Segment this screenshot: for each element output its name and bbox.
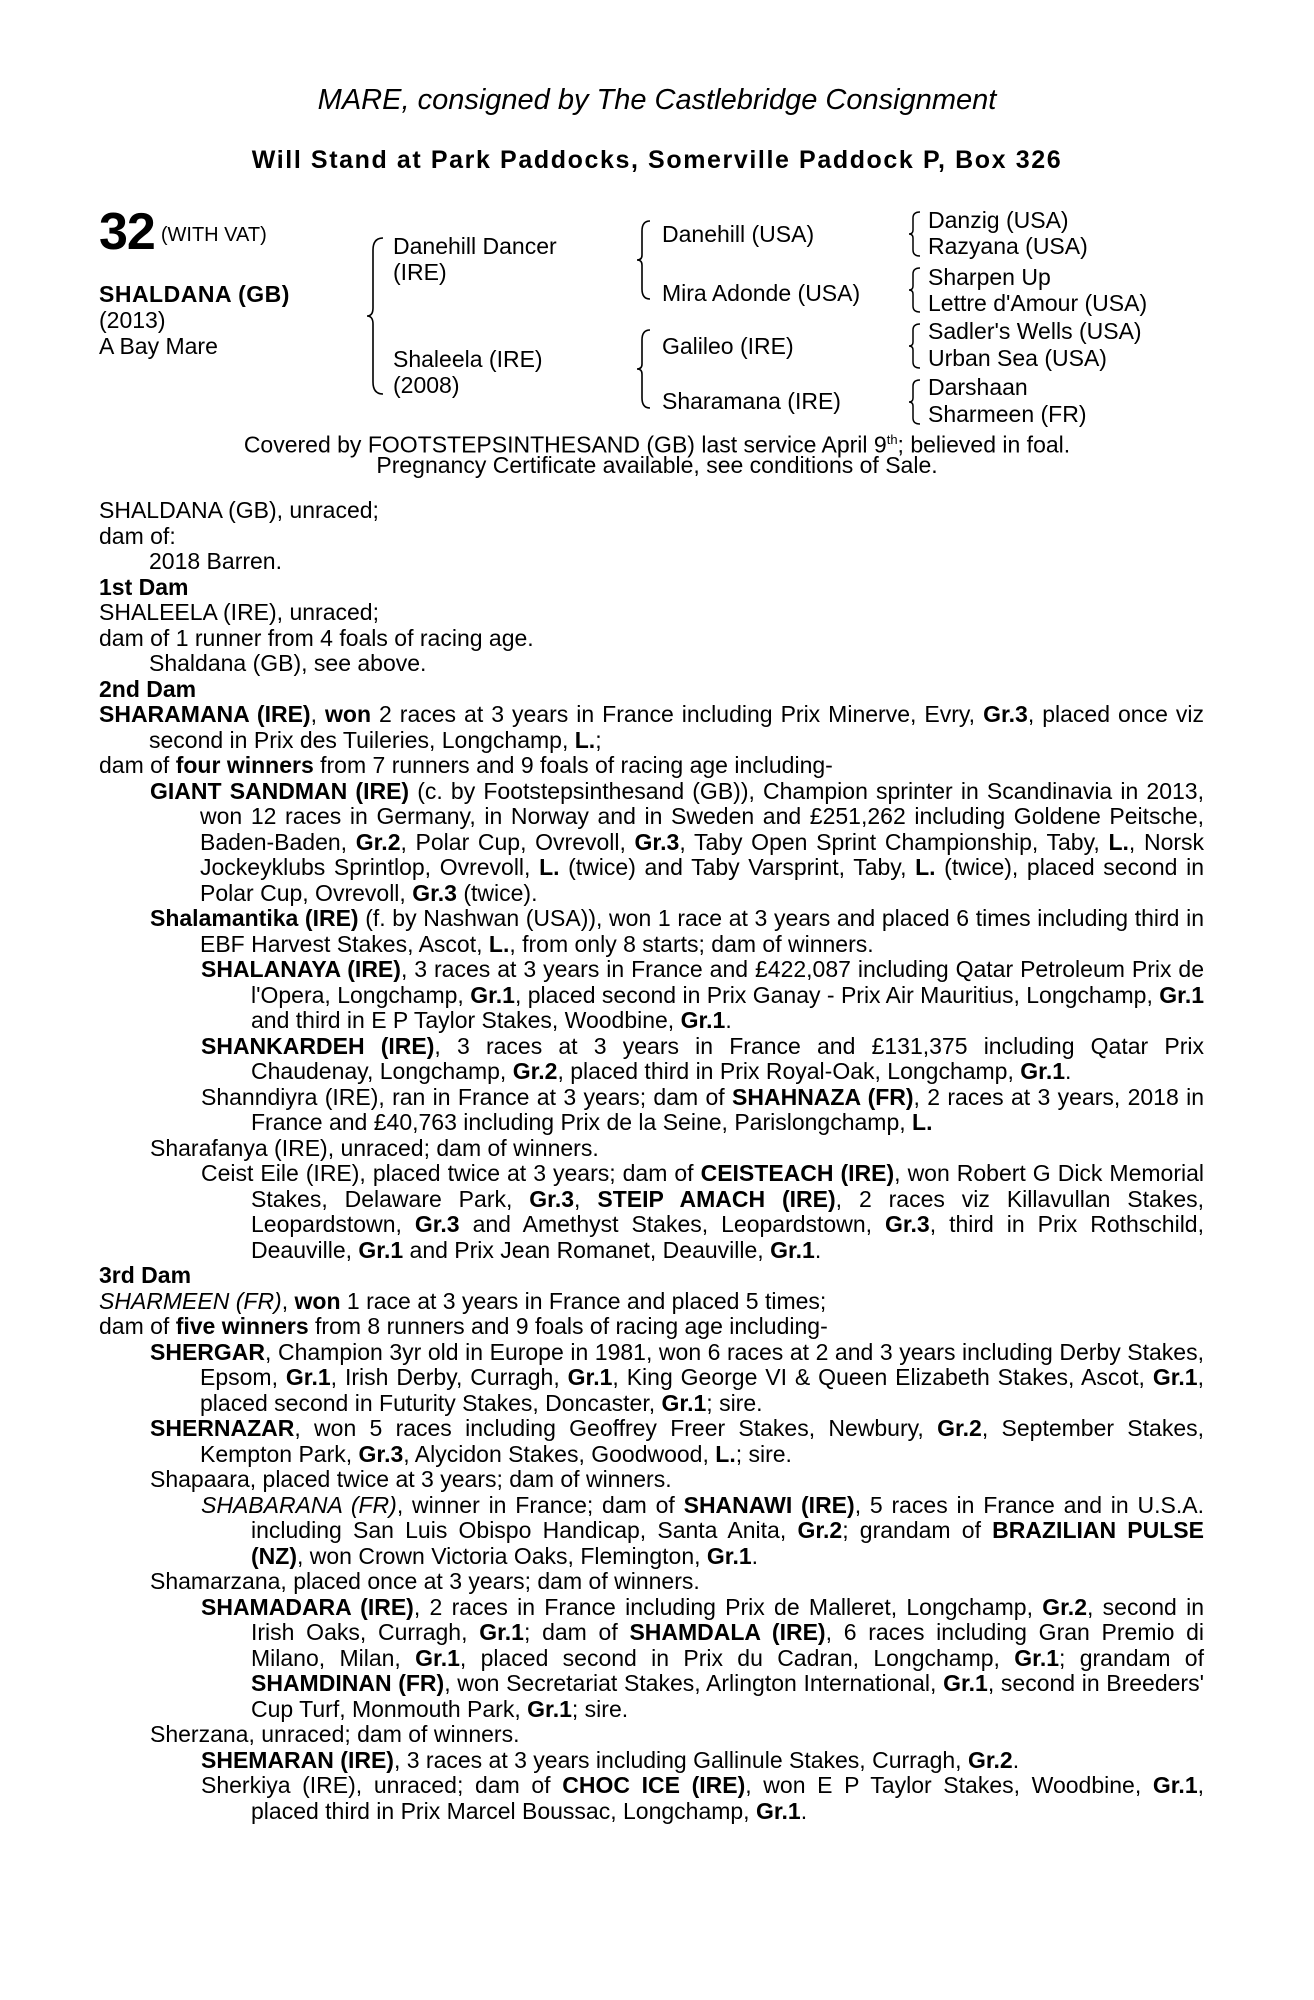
produce-line: dam of: bbox=[99, 522, 176, 549]
first-dam-line: dam of 1 runner from 4 foals of racing age. bbox=[99, 624, 534, 651]
produce-line: 2018 Barren. bbox=[149, 548, 282, 574]
pedigree-brace-7 bbox=[908, 378, 922, 426]
shernazar-entry: SHERNAZAR, won 5 races including Geoffrey Freer Stakes, Newbury, Gr.2, September Stakes, Kempton Park, Gr.3, Alycidon Stakes, Goodwood, L.; sire. bbox=[150, 1415, 1204, 1467]
lot-number: 32 bbox=[99, 203, 155, 261]
pedigree-brace-4 bbox=[908, 210, 922, 258]
shamadara-entry: SHAMADARA (IRE), 2 races in France including Prix de Malleret, Longchamp, Gr.2, second in Irish Oaks, Curragh, Gr.1; dam of SHAMDALA (IRE), 6 races including Gran Premio di Milano, Milan, Gr.1, placed second in Prix du Cadran, Longchamp, Gr.1; grandam of SHAMDINAN (FR), won Secretariat Stakes, Arlington International, Gr.1, second in Breeders' Cup Turf, Monmouth Park, Gr.1; sire. bbox=[201, 1593, 1205, 1722]
shapaara-entry: Shapaara, placed twice at 3 years; dam of winners. bbox=[150, 1466, 672, 1492]
sire-name: Danehill Dancer bbox=[393, 233, 557, 259]
sherkiya-entry: Sherkiya (IRE), unraced; dam of CHOC ICE (IRE), won E P Taylor Stakes, Woodbine, Gr.1, placed third in Prix Marcel Boussac, Longchamp, Gr.1. bbox=[201, 1772, 1205, 1824]
shabarana-entry: SHABARANA (FR), winner in France; dam of SHANAWI (IRE), 5 races in France and in U.S.A. including San Luis Obispo Handicap, Santa Anita, Gr.2; grandam of BRAZILIAN PULSE (NZ), won Crown Victoria Oaks, Flemington, Gr.1. bbox=[201, 1491, 1204, 1569]
stand-location: Will Stand at Park Paddocks, Somerville Paddock P, Box 326 bbox=[251, 146, 1063, 174]
sharafanya-entry: Sharafanya (IRE), unraced; dam of winners. bbox=[150, 1134, 599, 1161]
first-dam-line: Shaldana (GB), see above. bbox=[149, 650, 427, 676]
horse-year: (2013) bbox=[99, 307, 166, 333]
pedigree-brace-3 bbox=[636, 328, 652, 410]
pedigree-dam-sire: Galileo (IRE) bbox=[662, 333, 794, 359]
pedigree-sire bbox=[393, 233, 557, 285]
shalanaya-entry: SHALANAYA (IRE), 3 races at 3 years in France and £422,087 including Qatar Petroleum Prix de l'Opera, Longchamp, Gr.1, placed second in Prix Ganay - Prix Air Mauritius, Longchamp, Gr.1 and third in E P Taylor Stakes, Woodbine, Gr.1. bbox=[201, 956, 1205, 1033]
dam-year: (2008) bbox=[393, 372, 460, 398]
horse-identity bbox=[99, 281, 290, 359]
lot-number-block bbox=[99, 203, 267, 261]
sherzana-entry: Sherzana, unraced; dam of winners. bbox=[150, 1721, 520, 1747]
shemaran-entry: SHEMARAN (IRE), 3 races at 3 years including Gallinule Stakes, Curragh, Gr.2. bbox=[201, 1746, 1020, 1773]
first-dam-heading: 1st Dam bbox=[99, 573, 189, 600]
shankardeh-entry: SHANKARDEH (IRE), 3 races at 3 years in France and £131,375 including Qatar Prix Chaudenay, Longchamp, Gr.2, placed third in Prix Royal-Oak, Longchamp, Gr.1. bbox=[201, 1032, 1204, 1084]
pedigree-dam-dam: Sharamana (IRE) bbox=[662, 388, 841, 414]
shergar-entry: SHERGAR, Champion 3yr old in Europe in 1981, won 6 races at 2 and 3 years including Derby Stakes, Epsom, Gr.1, Irish Derby, Curragh, Gr.1, King George VI & Queen Elizabeth Stakes, Ascot, Gr.1, placed second in Futurity Stakes, Doncaster, Gr.1; sire. bbox=[150, 1338, 1204, 1416]
pedigree-ddd: Sharmeen (FR) bbox=[928, 401, 1087, 427]
vat-label: (WITH VAT) bbox=[160, 224, 267, 246]
third-dam-summary: dam of five winners from 8 runners and 9 foals of racing age including- bbox=[99, 1313, 828, 1339]
shamarzana-entry: Shamarzana, placed once at 3 years; dam of winners. bbox=[150, 1568, 700, 1594]
sire-country: (IRE) bbox=[393, 259, 447, 285]
pedigree-sdd: Lettre d'Amour (USA) bbox=[928, 290, 1148, 316]
pedigree-brace-6 bbox=[908, 322, 922, 370]
pedigree-sire-dam: Mira Adonde (USA) bbox=[662, 280, 861, 306]
giant-sandman-entry: GIANT SANDMAN (IRE) (c. by Footstepsinthesand (GB)), Champion sprinter in Scandinavia in 2013, won 12 races in Germany, in Norway and in Sweden and £251,262 including Goldene Peitsche, Baden-Baden, Gr.2, Polar Cup, Ovrevoll, Gr.3, Taby Open Sprint Championship, Taby, L., Norsk Jockeyklubs Sprintlop, Ovrevoll, L. (twice) and Taby Varsprint, Taby, L. (twice), placed second in Polar Cup, Ovrevoll, Gr.3 (twice). bbox=[150, 777, 1205, 906]
ceist-eile-entry: Ceist Eile (IRE), placed twice at 3 years; dam of CEISTEACH (IRE), won Robert G Dick Memorial Stakes, Delaware Park, Gr.3, STEIP AMACH (IRE), 2 races viz Killavullan Stakes, Leopardstown, Gr.3 and Amethyst Stakes, Leopardstown, Gr.3, third in Prix Rothschild, Deauville, Gr.1 and Prix Jean Romanet, Deauville, Gr.1. bbox=[201, 1160, 1205, 1263]
pedigree-sire-sire: Danehill (USA) bbox=[662, 221, 815, 247]
produce-record bbox=[99, 498, 1204, 1824]
pedigree-dsd: Urban Sea (USA) bbox=[928, 345, 1107, 371]
pedigree-brace-1 bbox=[365, 236, 385, 396]
pedigree-sss: Danzig (USA) bbox=[928, 207, 1069, 233]
sharmeen-entry: SHARMEEN (FR), won 1 race at 3 years in France and placed 5 times; bbox=[99, 1287, 827, 1314]
consignment-title: MARE, consigned by The Castlebridge Consignment bbox=[317, 84, 997, 116]
pregnancy-certificate: Pregnancy Certificate available, see conditions of Sale. bbox=[376, 452, 938, 478]
pedigree-brace-2 bbox=[636, 219, 652, 301]
horse-description: A Bay Mare bbox=[99, 333, 218, 359]
pedigree-brace-5 bbox=[908, 266, 922, 314]
shalamantika-entry: Shalamantika (IRE) (f. by Nashwan (USA)), won 1 race at 3 years and placed 6 times including third in EBF Harvest Stakes, Ascot, L., from only 8 starts; dam of winners. bbox=[150, 905, 1204, 957]
pedigree-sds: Sharpen Up bbox=[928, 264, 1051, 290]
covered-line: Covered by FOOTSTEPSINTHESAND (GB) last service April 9th; believed in foal. bbox=[243, 431, 1071, 458]
shanndiyra-entry: Shanndiyra (IRE), ran in France at 3 years; dam of SHAHNAZA (FR), 2 races at 3 years, 2018 in France and £40,763 including Prix de la Seine, Parislongchamp, L. bbox=[201, 1083, 1204, 1135]
produce-line: SHALDANA (GB), unraced; bbox=[99, 497, 379, 523]
dam-name: Shaleela (IRE) bbox=[393, 346, 543, 372]
horse-name: SHALDANA (GB) bbox=[99, 281, 290, 307]
pedigree-dam bbox=[393, 346, 543, 398]
sharamana-entry: SHARAMANA (IRE), won 2 races at 3 years in France including Prix Minerve, Evry, Gr.3, placed once viz second in Prix des Tuileries, Longchamp, L.; bbox=[99, 701, 1205, 753]
pedigree-dss: Sadler's Wells (USA) bbox=[928, 318, 1142, 344]
pedigree-dds: Darshaan bbox=[928, 374, 1028, 400]
second-dam-heading: 2nd Dam bbox=[99, 675, 197, 702]
pedigree-ssd: Razyana (USA) bbox=[928, 233, 1088, 259]
first-dam-line: SHALEELA (IRE), unraced; bbox=[99, 599, 379, 625]
second-dam-summary: dam of four winners from 7 runners and 9 foals of racing age including- bbox=[99, 752, 833, 778]
third-dam-heading: 3rd Dam bbox=[99, 1262, 192, 1288]
